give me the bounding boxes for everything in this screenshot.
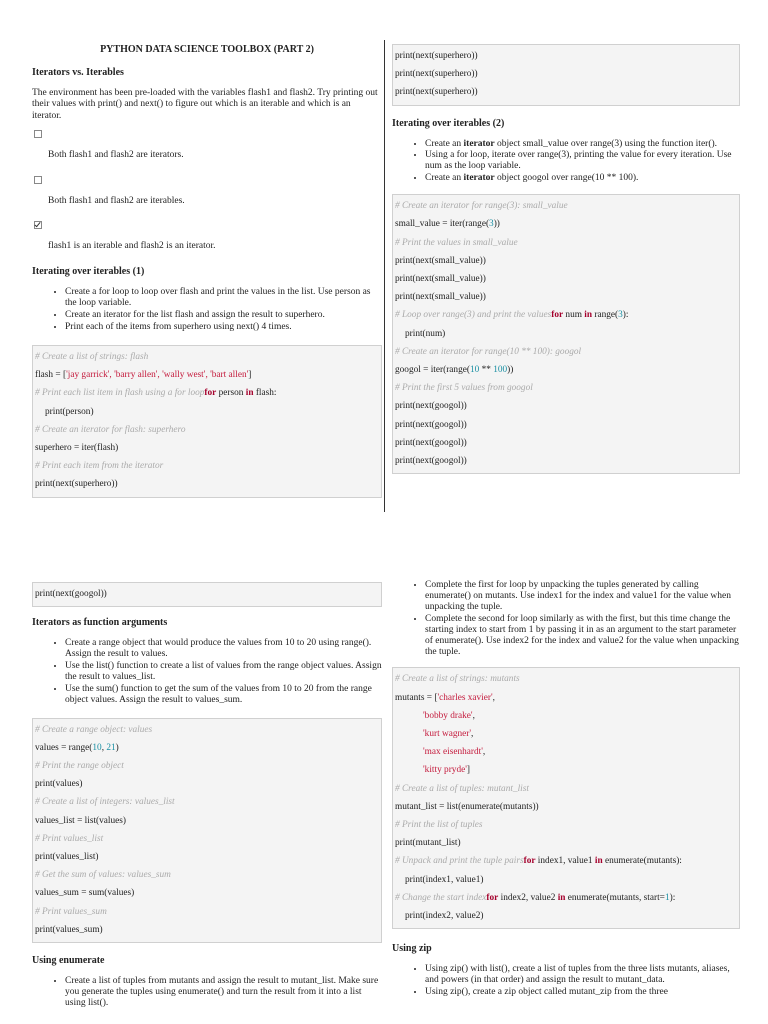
code-line: # Unpack and print the tuple pairsfor index1, value1 in enumerate(mutants): [395,856,682,867]
code-comment: # Create a range object: values [35,724,153,735]
code-comment: # Create an iterator for flash: superhero [35,424,186,435]
code-line: mutants = ['charles xavier', [395,692,495,703]
list-item: • Create an iterator object googol over range(10 ** 100). [425,173,740,184]
code-line: print(next(small_value)) [395,274,486,284]
option-2-label: Both flash1 and flash2 are iterables. [48,195,185,206]
task-list [32,976,382,1009]
code-line: print(next(googol)) [395,419,467,430]
option-3[interactable] [32,221,382,252]
code-block [32,718,382,943]
code-line: small_value = iter(range(3)) [395,219,500,230]
option-1-label: Both flash1 and flash2 are iterators. [48,150,184,161]
heading-using-zip: Using zip [392,943,432,955]
list-item: • Create a for loop to loop over flash and print the values in the list. Use person as the loop variable. [65,287,382,309]
code-line: print(next(superhero)) [395,51,478,61]
task-list [392,964,740,998]
code-comment: # Print the range object [35,761,124,772]
list-item: • Print each of the items from superhero using next() 4 times. [65,322,382,333]
code-block [392,667,740,929]
code-line: 'max eisenhardt', [423,747,486,758]
code-line: flash = ['jay garrick', 'barry allen', 'wally west', 'bart allen'] [35,370,252,381]
option-1[interactable] [32,130,382,161]
code-comment: # Create a list of strings: mutants [395,674,520,685]
code-line: values_sum = sum(values) [35,888,135,899]
code-line: print(next(googol)) [395,401,467,412]
code-line: print(values) [35,779,83,790]
code-line: superhero = iter(flash) [35,442,119,453]
code-comment: # Create a list of strings: flash [35,352,149,363]
option-2[interactable] [32,176,382,207]
code-line: print(num) [405,328,446,339]
list-item: • Use the sum() function to get the sum of the values from 10 to 20 from the range object values. Assign the result to values_sum. [65,684,382,706]
code-comment: # Print values_list [35,833,104,844]
code-line: print(next(superhero)) [395,69,478,80]
code-line: # Print each list item in flash using a for loopfor person in flash: [35,388,277,399]
code-comment: # Print the first 5 values from googol [395,383,533,394]
list-item: • Complete the second for loop similarly as with the first, but this time change the starting index to start from 1 by passing it in as an argument to the start parameter of enumerate(). Use index2 for the index and value2 for the value when unpacking the tuple. [425,614,740,658]
code-line: print(next(googol)) [395,437,467,448]
code-line: 'kitty pryde'] [423,765,470,776]
code-comment: # Print the values in small_value [395,237,518,248]
code-comment: # Create a list of tuples: mutant_list [395,783,529,794]
page1-right-column [392,36,740,482]
checkbox-checked-icon[interactable] [34,221,42,229]
code-line: print(values_sum) [35,924,103,935]
code-comment: # Create an iterator for range(3): small_value [395,201,568,212]
code-block [32,582,382,607]
column-divider [384,40,385,512]
code-block [392,194,740,474]
code-comment: # Print values_sum [35,906,107,917]
heading-iterating-over-iterables-1: Iterating over iterables (1) [32,266,145,278]
code-line: print(values_list) [35,852,99,863]
code-line: mutant_list = list(enumerate(mutants)) [395,801,539,812]
document-title: PYTHON DATA SCIENCE TOOLBOX (PART 2) [100,44,314,55]
code-line: print(next(googol)) [35,589,107,599]
heading-iterating-over-iterables-2: Iterating over iterables (2) [392,117,505,129]
option-3-label: flash1 is an iterable and flash2 is an iterator. [48,240,216,251]
code-line: values_list = list(values) [35,815,126,826]
list-item: • Create a range object that would produce the values from 10 to 20 using range(). Assign the result to values. [65,638,382,660]
list-item: • Using a for loop, iterate over range(3), printing the value for every iteration. Use num as the loop variable. [425,150,740,172]
code-line: print(mutant_list) [395,838,461,849]
code-line: values = range(10, 21) [35,742,119,753]
list-item: • Create a list of tuples from mutants and assign the result to mutant_list. Make sure you generate the tuples using enumerate() and turn the result from it into a list using list(). [65,976,382,1009]
code-line: print(next(small_value)) [395,292,486,303]
page2-left-column [32,574,382,1010]
task-list [32,638,382,706]
code-comment: # Get the sum of values: values_sum [35,870,171,881]
heading-iterators-vs-iterables: Iterators vs. Iterables [32,67,124,78]
list-item: • Using zip(), create a zip object called mutant_zip from the three [425,987,740,998]
list-item: • Create an iterator object small_value over range(3) using the function iter(). [425,139,740,150]
code-block [32,345,382,498]
checkbox-unchecked-icon[interactable] [34,130,42,138]
code-block [392,44,740,106]
code-line: 'bobby drake', [423,710,475,721]
intro-paragraph: The environment has been pre-loaded with the variables flash1 and flash2. Try printing out their values with print() and next() to figure out which is an iterable and which is an iterator. [32,88,378,121]
list-item: • Complete the first for loop by unpacking the tuples generated by calling enumerate() on mutants. Use index1 for the index and value1 for the value when unpacking the tuple. [425,580,740,613]
checkbox-unchecked-icon[interactable] [34,176,42,184]
code-line: googol = iter(range(10 ** 100)) [395,364,514,375]
heading-iterators-as-function-arguments: Iterators as function arguments [32,617,168,629]
page2-right-column [392,580,740,999]
code-line: 'kurt wagner', [423,729,474,740]
code-line: print(next(superhero)) [395,87,478,98]
code-line: print(next(googol)) [395,455,467,466]
code-line: # Change the start indexfor index2, value2 in enumerate(mutants, start=1): [395,892,676,903]
code-line: # Loop over range(3) and print the valuesfor num in range(3): [395,310,629,321]
code-comment: # Print each item from the iterator [35,461,164,472]
code-comment: # Create a list of integers: values_list [35,797,175,808]
list-item: • Create an iterator for the list flash and assign the result to superhero. [65,310,382,321]
code-line: print(next(small_value)) [395,255,486,266]
task-list [392,580,740,657]
heading-using-enumerate: Using enumerate [32,954,105,966]
task-list [32,287,382,333]
code-line: print(next(superhero)) [35,479,118,490]
code-comment: # Create an iterator for range(10 ** 100): googol [395,346,582,357]
list-item: • Use the list() function to create a list of values from the range object values. Assign the result to values_list. [65,661,382,683]
code-line: print(index2, value2) [405,910,484,921]
page1-left-column [32,44,382,506]
code-line: print(index1, value1) [405,874,484,885]
task-list [392,139,740,185]
code-comment: # Print the list of tuples [395,819,483,830]
code-line: print(person) [45,406,94,417]
list-item: • Using zip() with list(), create a list of tuples from the three lists mutants, aliases, and powers (in that order) and assign the result to mutant_data. [425,964,740,986]
